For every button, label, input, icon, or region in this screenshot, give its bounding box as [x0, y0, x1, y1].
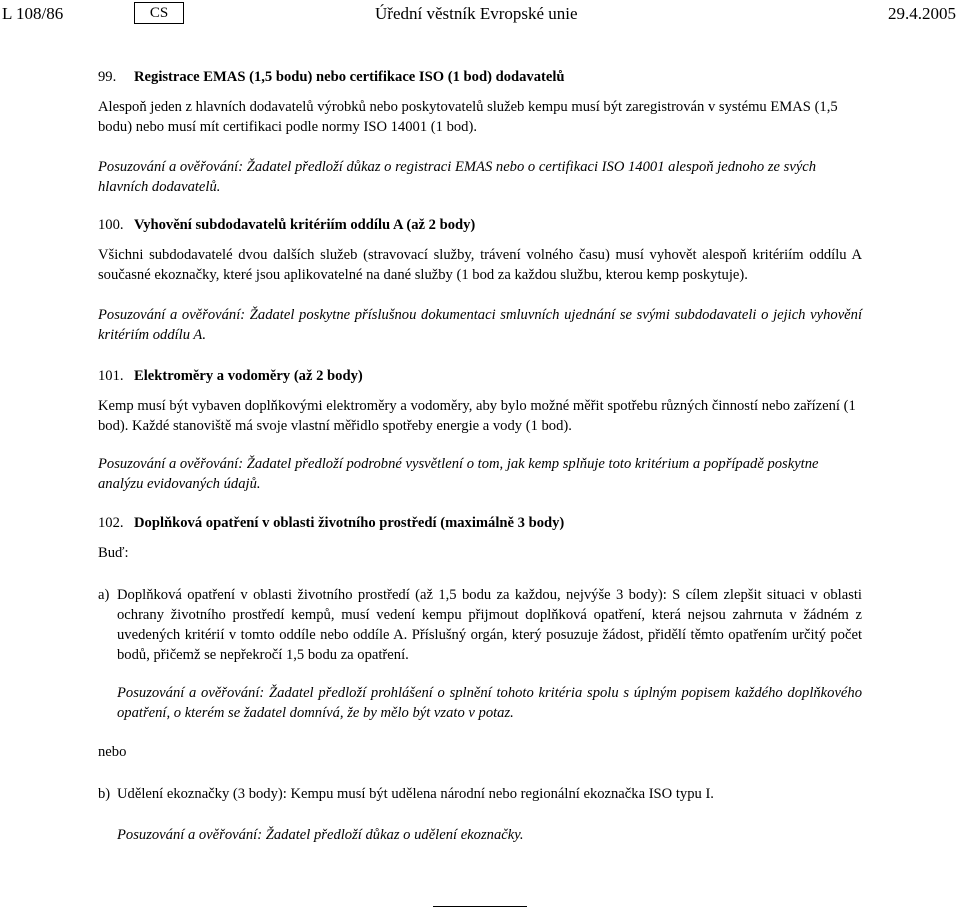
section-99-number: 99.	[98, 69, 117, 85]
list-item-b	[98, 784, 862, 804]
or-connector: nebo	[98, 744, 127, 760]
section-99-title: Registrace EMAS (1,5 bodu) nebo certifikace ISO (1 bod) dodavatelů	[134, 69, 565, 85]
section-100-heading	[98, 215, 862, 235]
language-badge: CS	[134, 2, 184, 24]
list-item-a-assessment: Posuzování a ověřování: Žadatel předloží prohlášení o splnění tohoto kritéria spolu s úplným popisem každého doplňkového opatření, o kterém se žadatel domnívá, že by mělo být vzato v potaz.	[117, 685, 862, 721]
list-item-a	[98, 585, 862, 665]
page-header	[0, 2, 960, 26]
section-101-assessment: Posuzování a ověřování: Žadatel předloží podrobné vysvětlení o tom, jak kemp splňuje toto kritérium a popřípadě poskytne analýzu evidovaných údajů.	[98, 456, 819, 492]
section-102-heading	[98, 513, 862, 533]
end-rule	[433, 906, 527, 907]
section-102-intro: Buď:	[98, 545, 129, 561]
section-100-body: Všichni subdodavatelé dvou dalších služeb (stravovací služby, trávení volného času) musí vyhovět alespoň kritériím oddílu A současné ekoznačky, které jsou aplikovatelné na dané služby (1 bod za každou službu, kterou kemp poskytuje).	[98, 247, 862, 283]
section-100-number: 100.	[98, 217, 124, 233]
section-99-body: Alespoň jeden z hlavních dodavatelů výrobků nebo poskytovatelů služeb kempu musí být zaregistrován v systému EMAS (1,5 bodu) nebo musí mít certifikaci podle normy ISO 14001 (1 bod).	[98, 99, 838, 135]
publication-date: 29.4.2005	[888, 4, 956, 23]
section-101-number: 101.	[98, 368, 124, 384]
section-101-body: Kemp musí být vybaven doplňkovými elektroměry a vodoměry, aby bylo možné měřit spotřebu různých činností nebo zařízení (1 bod). Každé stanoviště má svoje vlastní měřidlo spotřeby energie a vody (1 bod).	[98, 398, 856, 434]
list-item-b-assessment: Posuzování a ověřování: Žadatel předloží důkaz o udělení ekoznačky.	[117, 827, 524, 843]
list-item-b-label: b)	[98, 786, 111, 802]
section-100-assessment: Posuzování a ověřování: Žadatel poskytne příslušnou dokumentaci smluvních ujednání se svými subdodavateli o jejich vyhovění kritériím oddílu A.	[98, 307, 862, 343]
section-101-title: Elektroměry a vodoměry (až 2 body)	[134, 368, 363, 384]
list-item-b-text: Udělení ekoznačky (3 body): Kempu musí být udělena národní nebo regionální ekoznačka ISO typu I.	[117, 786, 714, 802]
list-item-a-text: Doplňková opatření v oblasti životního prostředí (až 1,5 bodu za každou, nejvýše 3 body): S cílem zlepšit situaci v oblasti ochrany životního prostředí kempů, musí vedení kempu přijmout doplňková opatření, která nejsou zahrnuta v žádném z uvedených kritérií v tomto oddíle nebo oddíle A. Příslušný orgán, který posuzuje žádost, přidělí těmto opatřením určitý počet bodů, přičemž se nepřekročí 1,5 bodu za opatření.	[117, 587, 862, 663]
page-reference: L 108/86	[2, 4, 64, 23]
section-99-heading	[98, 67, 862, 87]
section-100-title: Vyhovění subdodavatelů kritériím oddílu A (až 2 body)	[134, 217, 476, 233]
section-102-title: Doplňková opatření v oblasti životního prostředí (maximálně 3 body)	[134, 515, 565, 531]
section-101-heading	[98, 366, 862, 386]
journal-title: Úřední věstník Evropské unie	[375, 4, 578, 23]
section-99-assessment: Posuzování a ověřování: Žadatel předloží důkaz o registraci EMAS nebo o certifikaci ISO 14001 alespoň jednoho ze svých hlavních dodavatelů.	[98, 159, 817, 195]
list-item-a-label: a)	[98, 587, 110, 603]
section-102-number: 102.	[98, 515, 124, 531]
